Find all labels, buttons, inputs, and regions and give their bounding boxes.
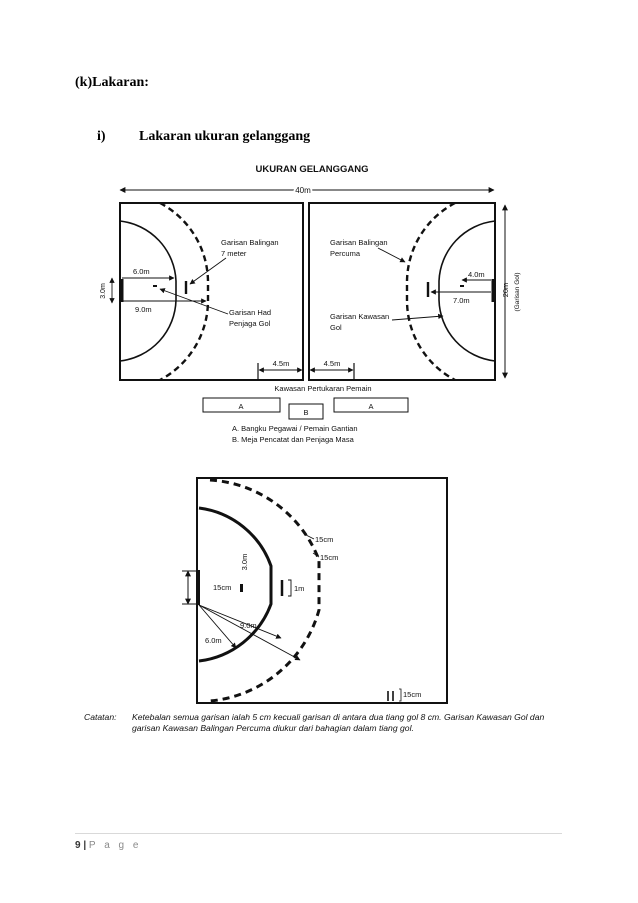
bench-a-right-label: A (368, 402, 374, 411)
section-heading: (k)Lakaran: (75, 75, 149, 90)
subsection-numeral: i) (97, 129, 106, 144)
goal-area-label: 6.0m (133, 267, 150, 276)
legend-b: B. Meja Pencatat dan Penjaga Masa (232, 435, 354, 444)
seven-m-line-label-1: Garisan Balingan (221, 238, 279, 247)
goal-area-line-label-1: Garisan Kawasan (330, 312, 390, 321)
detail-6m-label: 6.0m (205, 636, 222, 645)
page-number: 9 (75, 840, 81, 851)
court-left-half (120, 203, 303, 380)
goal-width-label: 3.0m (100, 283, 107, 299)
detail-3m-label: 3.0m (240, 553, 249, 571)
page-footer (75, 840, 141, 851)
seven-m-line-label-2: 7 meter (221, 249, 247, 258)
length-label: 40m (295, 186, 311, 195)
court-right-half (309, 203, 495, 380)
detail-1m-label: 1m (294, 584, 305, 593)
detail-gk-mark-label: 15cm (213, 583, 232, 592)
detail-dash-gap-label: 15cm (315, 535, 334, 544)
page-separator: | (83, 840, 89, 851)
gk-pointer (160, 289, 228, 314)
width-label: 20m (501, 282, 510, 298)
goal-area-line-label-2: Gol (330, 323, 342, 332)
free-throw-line-label-2: Percuma (330, 249, 361, 258)
note-label: Catatan: (84, 712, 117, 722)
detail-gk-mark (240, 584, 243, 592)
gk-line-label-1: Garisan Had (229, 308, 272, 317)
table-b-label: B (303, 408, 309, 417)
note-text: Ketebalan semua garisan ialah 5 cm kecuali garisan di antara dua tiang gol 8 cm. Garisan Kawasan Gol dan garisan Kawasan Balingan Percuma diukur dari bahagian dalam tiang gol. (132, 712, 545, 733)
right-7m-label: 7.0m (453, 296, 470, 305)
legend-a: A. Bangku Pegawai / Pemain Gantian (232, 424, 358, 433)
court-title: UKURAN GELANGGANG (255, 164, 369, 175)
detail-dash-gap-pointer (306, 535, 314, 539)
detail-line-width-label: 15cm (403, 690, 422, 699)
sub-zone-right-label: 4.5m (323, 359, 341, 368)
bench-a-left-label: A (238, 402, 244, 411)
width-note: (Garisan Gol) (514, 272, 521, 312)
free-throw-line-label-1: Garisan Balingan (330, 238, 388, 247)
gk-line-label-2: Penjaga Gol (229, 319, 271, 328)
goal-area-pointer (392, 316, 443, 320)
detail-1m-bracket (288, 580, 291, 596)
sub-zone-label: Kawasan Pertukaran Pemain (274, 384, 372, 393)
detail-dash-len-label: 15cm (320, 553, 339, 562)
right-free-throw-line (407, 203, 455, 380)
free-throw-label: 9.0m (135, 305, 152, 314)
detail-9m-label: 9.0m (240, 621, 257, 630)
detail-frame (197, 478, 447, 703)
left-goal-area-line (120, 221, 176, 361)
footer-divider (75, 833, 562, 834)
detail-line-width-bracket (399, 689, 401, 701)
free-throw-pointer (378, 248, 405, 262)
right-goal-area-line (439, 221, 495, 361)
subsection-title: Lakaran ukuran gelanggang (139, 129, 311, 144)
sub-zone-left-label: 4.5m (272, 359, 290, 368)
page-label: P a g e (88, 840, 142, 851)
detail-9m-radius (199, 605, 300, 660)
right-gk-label: 4.0m (468, 270, 485, 279)
